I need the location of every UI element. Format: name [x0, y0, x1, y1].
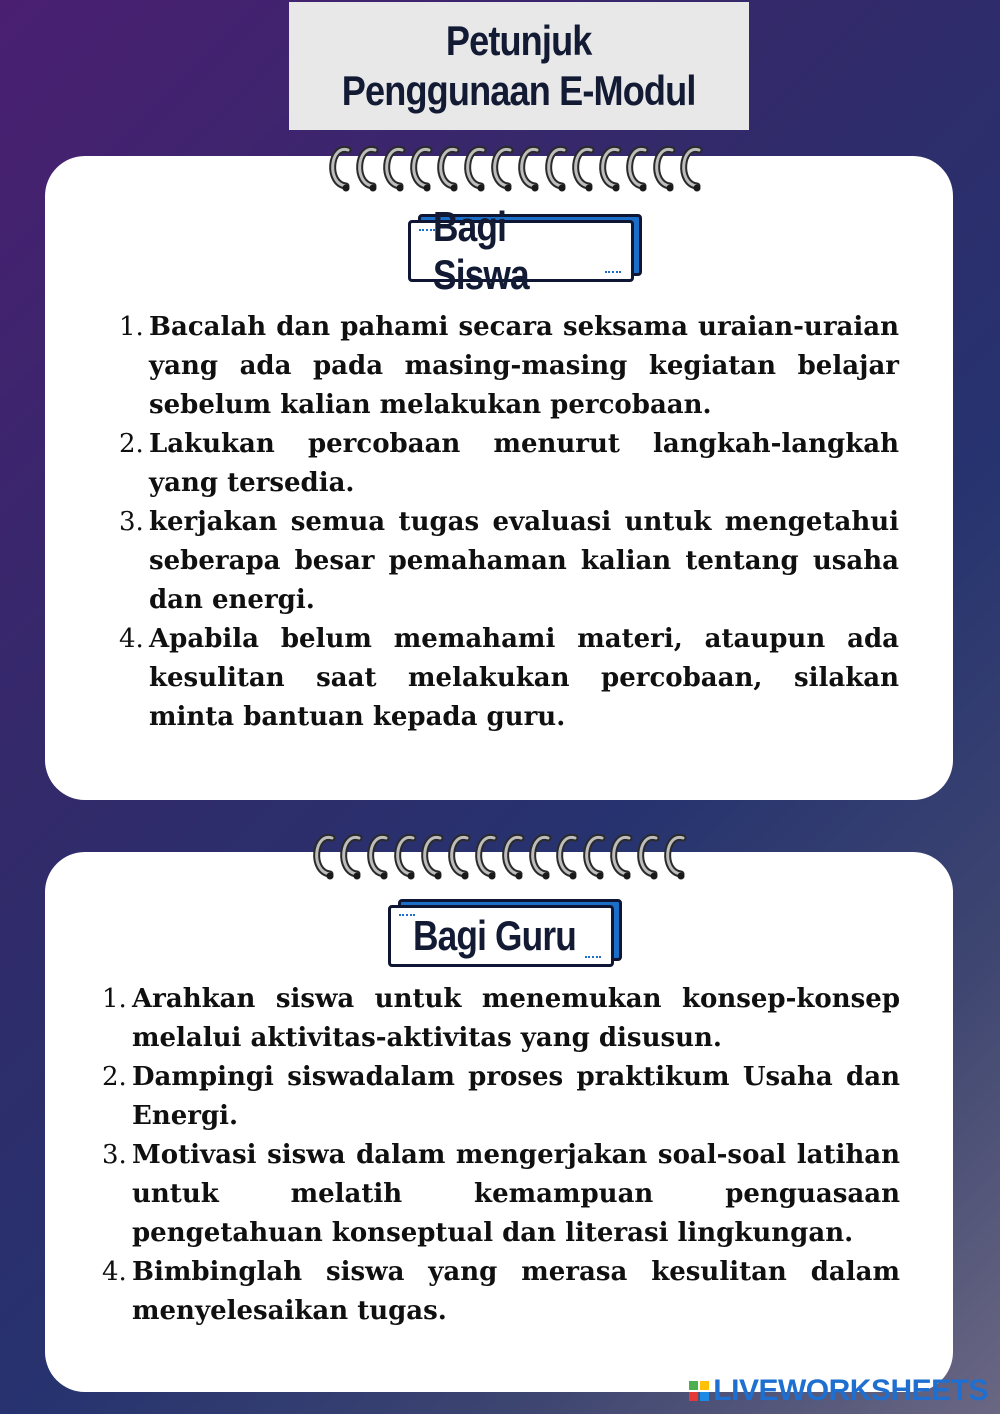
guru-instructions-list	[102, 980, 900, 1331]
tag-bagi-guru	[388, 905, 614, 967]
item-text: Motivasi siswa dalam mengerjakan soal-soal latihan untuk melatih kemampuan penguasaan pengetahuan konseptual dan literasi lingkungan.	[132, 1140, 900, 1248]
siswa-instructions-list	[119, 308, 899, 737]
tag-front	[408, 203, 634, 298]
tag-front	[388, 905, 614, 967]
item-number: 4.	[102, 1257, 127, 1287]
watermark-text: LIVEWORKSHEETS	[713, 1374, 988, 1407]
title-box	[289, 2, 749, 130]
item-text: Lakukan percobaan menurut langkah-langkah yang tersedia.	[149, 429, 899, 498]
section-heading-guru: Bagi Guru	[413, 912, 576, 959]
item-number: 1.	[102, 984, 127, 1014]
dots-decoration	[605, 271, 621, 273]
item-text: Dampingi siswadalam proses praktikum Usaha dan Energi.	[132, 1062, 900, 1131]
section-heading-siswa: Bagi Siswa	[433, 203, 529, 298]
list-item	[102, 1136, 900, 1253]
liveworksheets-logo-icon	[689, 1381, 709, 1401]
item-number: 2.	[119, 429, 144, 459]
item-number: 3.	[119, 507, 144, 537]
tag-bagi-siswa	[408, 203, 634, 298]
title-line-1: Petunjuk	[446, 17, 592, 64]
item-text: kerjakan semua tugas evaluasi untuk mengetahui seberapa besar pemahaman kalian tentang usaha dan energi.	[149, 507, 899, 615]
item-text: Apabila belum memahami materi, ataupun ada kesulitan saat melakukan percobaan, silakan minta bantuan kepada guru.	[149, 624, 899, 732]
item-number: 3.	[102, 1140, 127, 1170]
list-item	[102, 980, 900, 1058]
spiral-binding-icon	[322, 140, 722, 200]
list-item	[119, 425, 899, 503]
item-text: Bacalah dan pahami secara seksama uraian-uraian yang ada pada masing-masing kegiatan belajar sebelum kalian melakukan percobaan.	[149, 312, 899, 420]
item-text: Bimbinglah siswa yang merasa kesulitan dalam menyelesaikan tugas.	[132, 1257, 900, 1326]
list-item	[119, 503, 899, 620]
spiral-binding-icon	[306, 828, 706, 888]
list-item	[102, 1058, 900, 1136]
item-number: 1.	[119, 312, 144, 342]
item-number: 2.	[102, 1062, 127, 1092]
title-line-2: Penggunaan E-Modul	[342, 67, 696, 114]
item-text: Arahkan siswa untuk menemukan konsep-konsep melalui aktivitas-aktivitas yang disusun.	[132, 984, 900, 1053]
list-item	[102, 1253, 900, 1331]
item-number: 4.	[119, 624, 144, 654]
dots-decoration	[585, 956, 601, 958]
list-item	[119, 620, 899, 737]
liveworksheets-watermark[interactable]	[689, 1374, 988, 1408]
list-item	[119, 308, 899, 425]
